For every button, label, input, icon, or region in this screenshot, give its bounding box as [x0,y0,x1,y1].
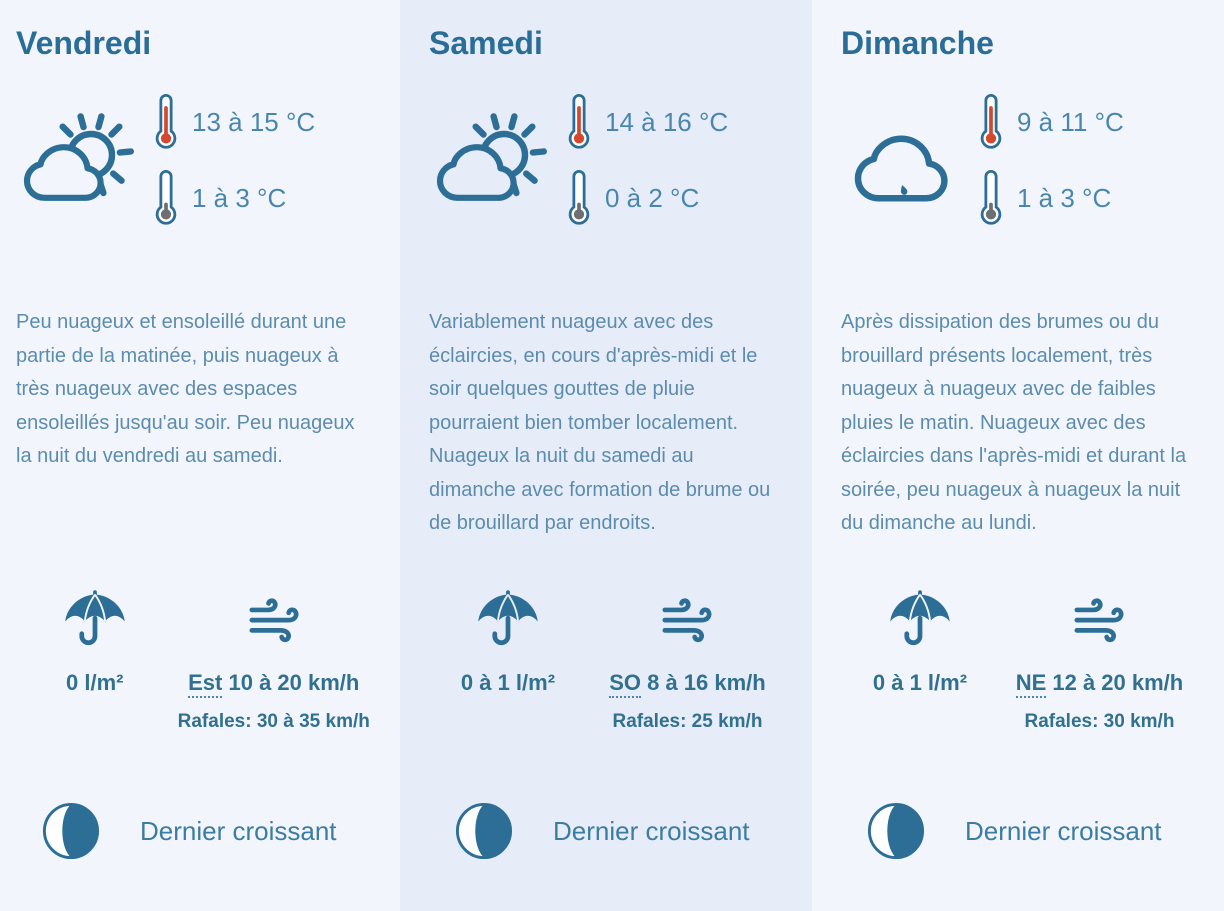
metrics-row [841,586,1200,768]
moon-row [429,802,788,860]
temp-max: 13 à 15 °C [192,106,316,137]
moon-row [16,802,374,860]
wind-speed: 8 à 16 km/h [647,670,766,695]
wind-cell [174,586,374,768]
thermometer-min-icon [565,168,593,228]
temp-min: 0 à 2 °C [605,182,700,213]
temp-min-row [152,168,315,228]
wind-direction[interactable]: Est [188,670,222,698]
temp-min: 1 à 3 °C [1017,182,1112,213]
precipitation-cell [16,586,174,768]
temperature-block [152,92,315,228]
temp-max-row [152,92,315,152]
thermometer-min-icon [977,168,1005,228]
rain-cloud-icon [841,110,971,210]
wind-icon [245,586,303,656]
day-title: Dimanche [841,25,994,61]
last-quarter-moon-icon [455,802,513,860]
wind-gusts: Rafales: 25 km/h [612,711,763,732]
temp-max: 9 à 11 °C [1017,106,1124,137]
moon-phase-label: Dernier croissant [553,815,750,846]
conditions-row [16,92,374,228]
thermometer-max-icon [565,92,593,152]
wind-gusts: Rafales: 30 km/h [1024,711,1175,732]
wind-direction[interactable]: NE [1016,670,1047,698]
metrics-row [429,586,788,768]
wind-value [188,670,359,696]
wind-speed: 12 à 20 km/h [1052,670,1184,695]
wind-value [609,670,766,696]
moon-phase-label: Dernier croissant [965,815,1162,846]
last-quarter-moon-icon [867,802,925,860]
umbrella-icon [61,586,129,656]
umbrella-icon [886,586,954,656]
temp-max-row [565,92,728,152]
conditions-row [841,92,1200,228]
forecast-card-sunday [812,0,1224,911]
thermometer-min-icon [152,168,180,228]
precipitation-cell [841,586,999,768]
wind-icon [658,586,716,656]
moon-row [841,802,1200,860]
forecast-description: Peu nuageux et ensoleillé durant une partie de la matinée, puis nuageux à très nuageux avec des espaces ensoleillés jusqu'au soir. Peu nuageux la nuit du vendredi au samedi. [16,311,355,467]
wind-cell [587,586,788,768]
forecast-card-saturday [400,0,812,911]
wind-cell [999,586,1200,768]
forecast-description: Après dissipation des brumes ou du brouillard présents localement, très nuageux à nuageux avec de faibles pluies le matin. Nuageux avec des éclaircies dans l'après-midi et durant la soirée, peu nuageux à nuageux la nuit du dimanche au lundi. [841,311,1187,534]
thermometer-max-icon [977,92,1005,152]
wind-icon [1070,586,1128,656]
conditions-row [429,92,788,228]
partly-cloudy-icon [429,110,559,210]
wind-direction[interactable]: SO [609,670,641,698]
temp-max-row [977,92,1124,152]
day-title: Samedi [429,25,543,61]
moon-phase-label: Dernier croissant [140,815,337,846]
last-quarter-moon-icon [42,802,100,860]
wind-value [1016,670,1184,696]
temperature-block [565,92,728,228]
wind-speed: 10 à 20 km/h [228,670,360,695]
temp-min-row [565,168,728,228]
wind-gusts: Rafales: 30 à 35 km/h [177,711,370,732]
temperature-block [977,92,1124,228]
forecast-card-friday [0,0,400,911]
thermometer-max-icon [152,92,180,152]
temp-max: 14 à 16 °C [605,106,729,137]
precipitation-value: 0 l/m² [66,670,124,695]
umbrella-icon [474,586,542,656]
precipitation-value: 0 à 1 l/m² [460,670,556,695]
temp-min: 1 à 3 °C [192,182,287,213]
metrics-row [16,586,374,768]
precipitation-value: 0 à 1 l/m² [872,670,968,695]
partly-cloudy-icon [16,110,146,210]
day-title: Vendredi [16,25,152,61]
temp-min-row [977,168,1124,228]
precipitation-cell [429,586,587,768]
forecast-description: Variablement nuageux avec des éclaircies, en cours d'après-midi et le soir quelques gouttes de pluie pourraient bien tomber localement. Nuageux la nuit du samedi au dimanche avec formation de brume ou de brouillard par endroits. [429,311,771,534]
